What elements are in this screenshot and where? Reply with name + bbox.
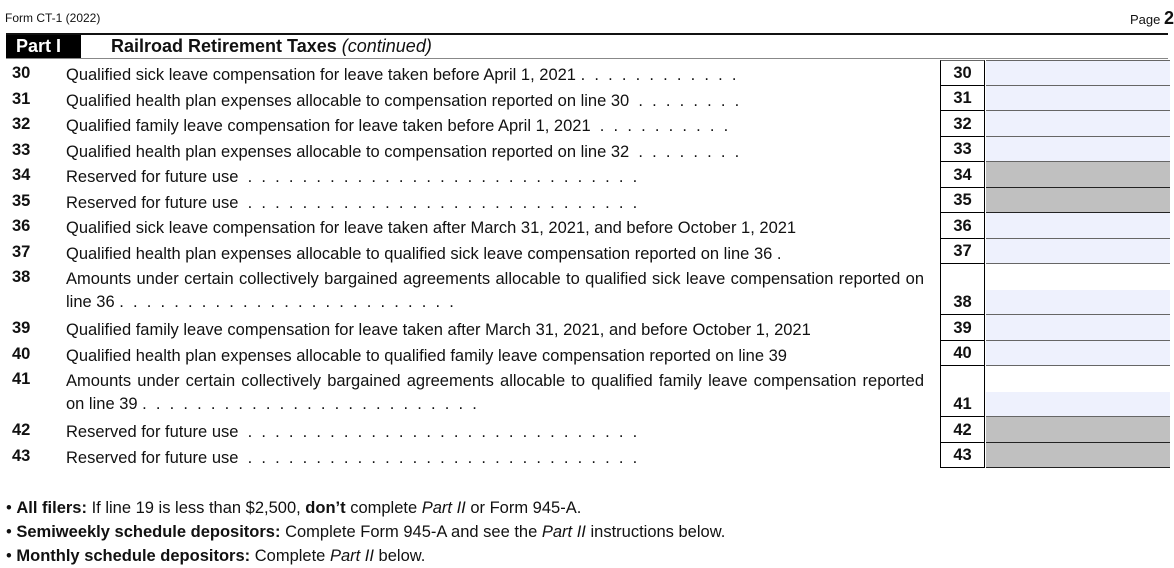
form-id: Form CT-1 (2022) — [5, 11, 101, 25]
instruction-text: don’t — [305, 499, 346, 517]
leader-dots: . . . . . . . . — [629, 142, 740, 161]
leader-dots: . . . . . . . . . . — [590, 117, 729, 135]
line-31-row — [0, 86, 1174, 112]
leader-dots: . . . . . . . . — [629, 91, 740, 110]
line-box-label: 33 — [953, 140, 972, 158]
line-box-label: 36 — [953, 216, 972, 235]
page-label: Page — [1129, 12, 1161, 27]
instruction-item — [6, 496, 725, 520]
line-description — [66, 217, 926, 240]
line-text: Amounts under certain collectively bargained agreements allocable to qualified family leave compensation reported on line 39 — [66, 372, 924, 413]
line-description — [66, 421, 926, 444]
line-number: 30 — [12, 64, 31, 82]
part-tag: Part I — [6, 35, 81, 58]
amount-input-area[interactable] — [986, 290, 1170, 314]
line-box-label: 39 — [953, 318, 972, 337]
line-box-label: 30 — [953, 63, 972, 82]
instruction-text: or Form 945-A. — [465, 499, 582, 517]
line-number: 39 — [12, 319, 31, 337]
line-box-number — [940, 315, 985, 341]
line-description — [66, 319, 926, 342]
line-description — [66, 90, 926, 113]
line-number: 33 — [12, 140, 31, 159]
line-34-shaded-cell — [986, 162, 1170, 188]
part-rule — [6, 58, 1168, 59]
line-box-number — [940, 239, 985, 265]
line-36-row — [0, 213, 1174, 239]
line-box-number — [940, 86, 985, 112]
line-text: Qualified health plan expenses allocable to compensation reported on line 32 — [66, 142, 630, 161]
line-text: Qualified family leave compensation for leave taken after March 31, 2021, and before October 1, 2021 — [66, 321, 811, 339]
line-39-amount-input[interactable] — [986, 315, 1170, 341]
line-42-row — [0, 417, 1174, 443]
instruction-lead: Monthly schedule depositors: — [16, 547, 251, 565]
line-43-row — [0, 443, 1174, 469]
instructions — [6, 496, 725, 568]
line-description — [66, 345, 926, 368]
line-number: 37 — [12, 242, 31, 261]
line-number: 40 — [12, 344, 31, 363]
line-box-number — [940, 60, 985, 86]
line-37-row — [0, 239, 1174, 265]
line-33-row — [0, 137, 1174, 163]
leader-dots: . . . . . . . . . . . . . . . . . . . . . . . . . — [114, 293, 454, 311]
amount-input-area[interactable] — [986, 392, 1170, 416]
lines-table — [0, 60, 1174, 468]
line-number: 41 — [12, 370, 31, 388]
line-box-label: 43 — [953, 446, 972, 464]
line-31-amount-input[interactable] — [986, 86, 1170, 112]
line-text: Reserved for future use — [66, 423, 239, 441]
line-box-label: 32 — [953, 114, 972, 133]
line-text: Amounts under certain collectively bargained agreements allocable to qualified sick leave compensation reported on line 36 — [66, 270, 924, 311]
line-text: Qualified family leave compensation for leave taken before April 1, 2021 — [66, 117, 591, 135]
line-description — [66, 447, 926, 470]
line-box-label: 41 — [953, 395, 972, 413]
line-39-row — [0, 315, 1174, 341]
line-box-number — [940, 213, 985, 239]
instruction-item — [6, 520, 725, 544]
instruction-text: Part II — [329, 547, 374, 565]
line-number: 43 — [12, 446, 31, 465]
line-box-number — [940, 341, 985, 367]
line-description — [66, 243, 926, 266]
line-box-label: 42 — [953, 420, 972, 439]
line-35-row — [0, 188, 1174, 214]
instruction-text: instructions below. — [585, 523, 726, 541]
line-33-amount-input[interactable] — [986, 137, 1170, 163]
line-38-row — [0, 264, 1174, 315]
line-30-row — [0, 60, 1174, 86]
line-number: 31 — [12, 89, 31, 108]
line-43-shaded-cell — [986, 443, 1170, 469]
line-description — [66, 115, 926, 138]
instruction-text: If line 19 is less than $2,500, — [86, 499, 306, 517]
page-number — [1130, 8, 1174, 29]
line-42-shaded-cell — [986, 417, 1170, 443]
line-description — [66, 192, 926, 215]
part-header — [6, 35, 1168, 58]
line-35-shaded-cell — [986, 188, 1170, 214]
leader-dots: . . . . . . . . . . . . . . . . . . . . . . . . . . . . . — [238, 423, 638, 441]
instruction-lead: All filers: — [16, 499, 87, 517]
part-title — [111, 36, 432, 57]
line-box-number — [940, 188, 985, 214]
line-number: 38 — [12, 268, 31, 286]
instruction-item — [6, 544, 725, 568]
line-box-number — [940, 111, 985, 137]
line-box-label: 34 — [953, 165, 972, 184]
line-description — [66, 370, 924, 416]
bullet-icon: • — [6, 499, 17, 517]
instruction-text: Complete Form 945-A and see the — [280, 523, 542, 541]
bullet-icon: • — [6, 523, 17, 541]
line-40-row — [0, 341, 1174, 367]
line-32-row — [0, 111, 1174, 137]
line-text: Qualified health plan expenses allocable to qualified family leave compensation reported on line 39 — [66, 346, 787, 365]
line-text: Reserved for future use — [66, 448, 239, 467]
line-32-amount-input[interactable] — [986, 111, 1170, 137]
line-description — [66, 141, 926, 164]
line-box-number — [940, 366, 985, 417]
line-box-label: 38 — [953, 293, 972, 311]
line-36-amount-input[interactable] — [986, 213, 1170, 239]
line-number: 36 — [12, 217, 31, 235]
line-number: 35 — [12, 191, 31, 210]
line-41-row — [0, 366, 1174, 417]
line-number: 42 — [12, 421, 31, 439]
leader-dots: . . . . . . . . . . . . . . . . . . . . . . . . . . . . . — [238, 448, 638, 467]
bullet-icon: • — [6, 547, 17, 565]
instruction-text: Part II — [421, 499, 466, 517]
instruction-text: Complete — [250, 547, 330, 565]
line-box-number — [940, 264, 985, 315]
line-37-amount-input[interactable] — [986, 239, 1170, 265]
line-text: Qualified sick leave compensation for leave taken after March 31, 2021, and before October 1, 2021 — [66, 219, 797, 237]
line-description — [66, 268, 924, 314]
leader-dots: . . . . . . . . . . . . . . . . . . . . . . . . . — [137, 395, 477, 413]
instruction-lead: Semiweekly schedule depositors: — [16, 523, 281, 541]
line-box-number — [940, 443, 985, 469]
leader-dots: . . . . . . . . . . . . . . . . . . . . . . . . . . . . . — [238, 168, 638, 186]
line-text: Reserved for future use — [66, 193, 239, 212]
line-box-number — [940, 137, 985, 163]
line-text: Qualified sick leave compensation for leave taken before April 1, 2021 — [66, 66, 576, 84]
line-box-label: 37 — [953, 242, 972, 260]
part-title-main: Railroad Retirement Taxes — [111, 36, 337, 56]
line-30-amount-input[interactable] — [986, 60, 1170, 86]
leader-dots: . . . . . . . . . . . . — [575, 66, 737, 84]
page-number-value: 2 — [1163, 8, 1174, 28]
line-box-number — [940, 162, 985, 188]
line-description — [66, 64, 926, 87]
line-box-label: 35 — [953, 191, 972, 209]
line-number: 34 — [12, 166, 31, 184]
instruction-text: Part II — [541, 523, 586, 541]
part-title-suffix: (continued) — [341, 36, 432, 56]
line-number: 32 — [12, 115, 31, 133]
instruction-text: complete — [345, 499, 422, 517]
line-38-amount-input[interactable] — [986, 264, 1170, 315]
line-box-number — [940, 417, 985, 443]
line-text: Reserved for future use — [66, 168, 239, 186]
leader-dots: . . . . . . . . . . . . . . . . . . . . . . . . . . . . . — [238, 193, 638, 212]
line-text: Qualified health plan expenses allocable to compensation reported on line 30 — [66, 91, 630, 110]
line-40-amount-input[interactable] — [986, 341, 1170, 367]
instruction-text: below. — [373, 547, 426, 565]
line-34-row — [0, 162, 1174, 188]
line-box-label: 31 — [953, 89, 972, 107]
line-41-amount-input[interactable] — [986, 366, 1170, 417]
line-box-label: 40 — [953, 344, 972, 362]
line-text: Qualified health plan expenses allocable to qualified sick leave compensation reported on line 36 . — [66, 244, 782, 263]
line-description — [66, 166, 926, 189]
